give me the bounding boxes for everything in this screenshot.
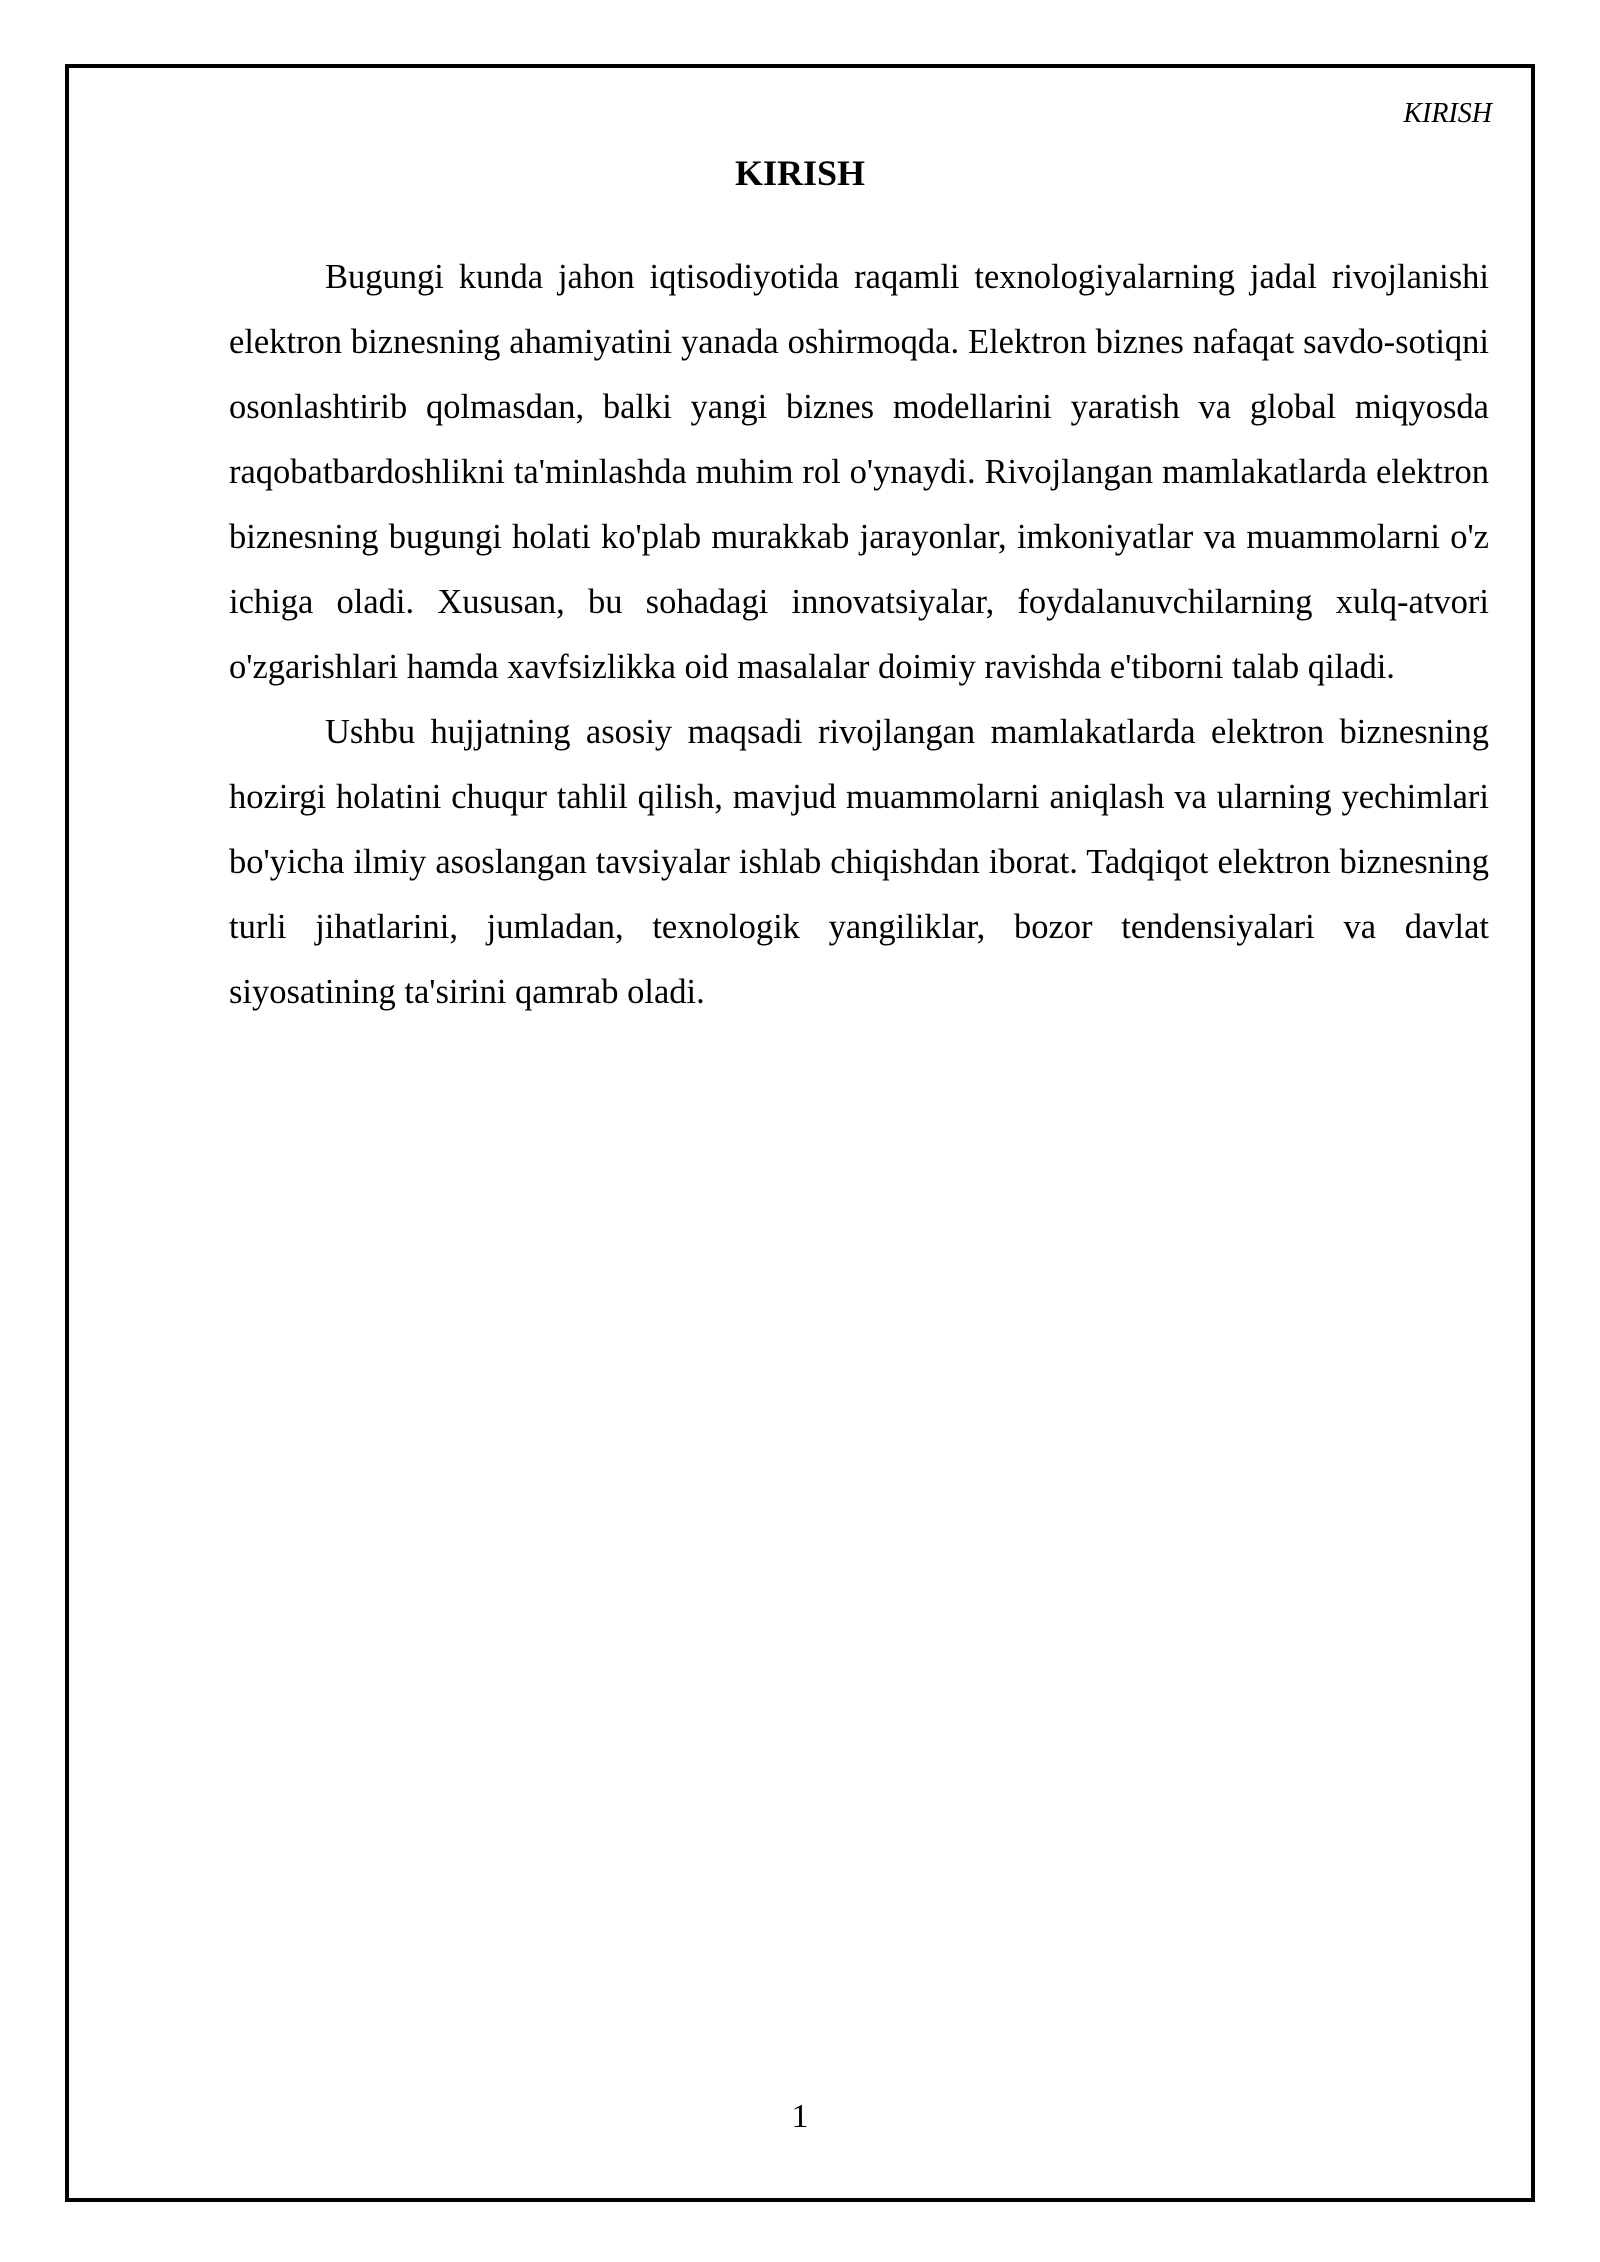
paragraph-2: Ushbu hujjatning asosiy maqsadi rivojlangan mamlakatlarda elektron biznesning hozirgi holatini chuqur tahlil qilish, mavjud muammolarni aniqlash va ularning yechimlari bo'yicha ilmiy asoslangan tavsiyalar ishlab chiqishdan iborat. Tadqiqot elektron biznesning turli jihatlarini, jumladan, texnologik yangiliklar, bozor tendensiyalari va davlat siyosatining ta'sirini qamrab oladi.	[229, 713, 1489, 1011]
body-text	[229, 245, 1489, 1025]
page-number: 1	[791, 2098, 809, 2135]
paragraph-1: Bugungi kunda jahon iqtisodiyotida raqamli texnologiyalarning jadal rivojlanishi elektron biznesning ahamiyatini yanada oshirmoqda. Elektron biznes nafaqat savdo-sotiqni osonlashtirib qolmasdan, balki yangi biznes modellarini yaratish va global miqyosda raqobatbardoshlikni ta'minlashda muhim rol o'ynaydi. Rivojlangan mamlakatlarda elektron biznesning bugungi holati ko'plab murakkab jarayonlar, imkoniyatlar va muammolarni o'z ichiga oladi. Xususan, bu sohadagi innovatsiyalar, foydalanuvchilarning xulq-atvori o'zgarishlari hamda xavfsizlikka oid masalalar doimiy ravishda e'tiborni talab qiladi.	[229, 258, 1489, 686]
page-title: KIRISH	[734, 153, 866, 193]
running-header: KIRISH	[1403, 98, 1492, 129]
